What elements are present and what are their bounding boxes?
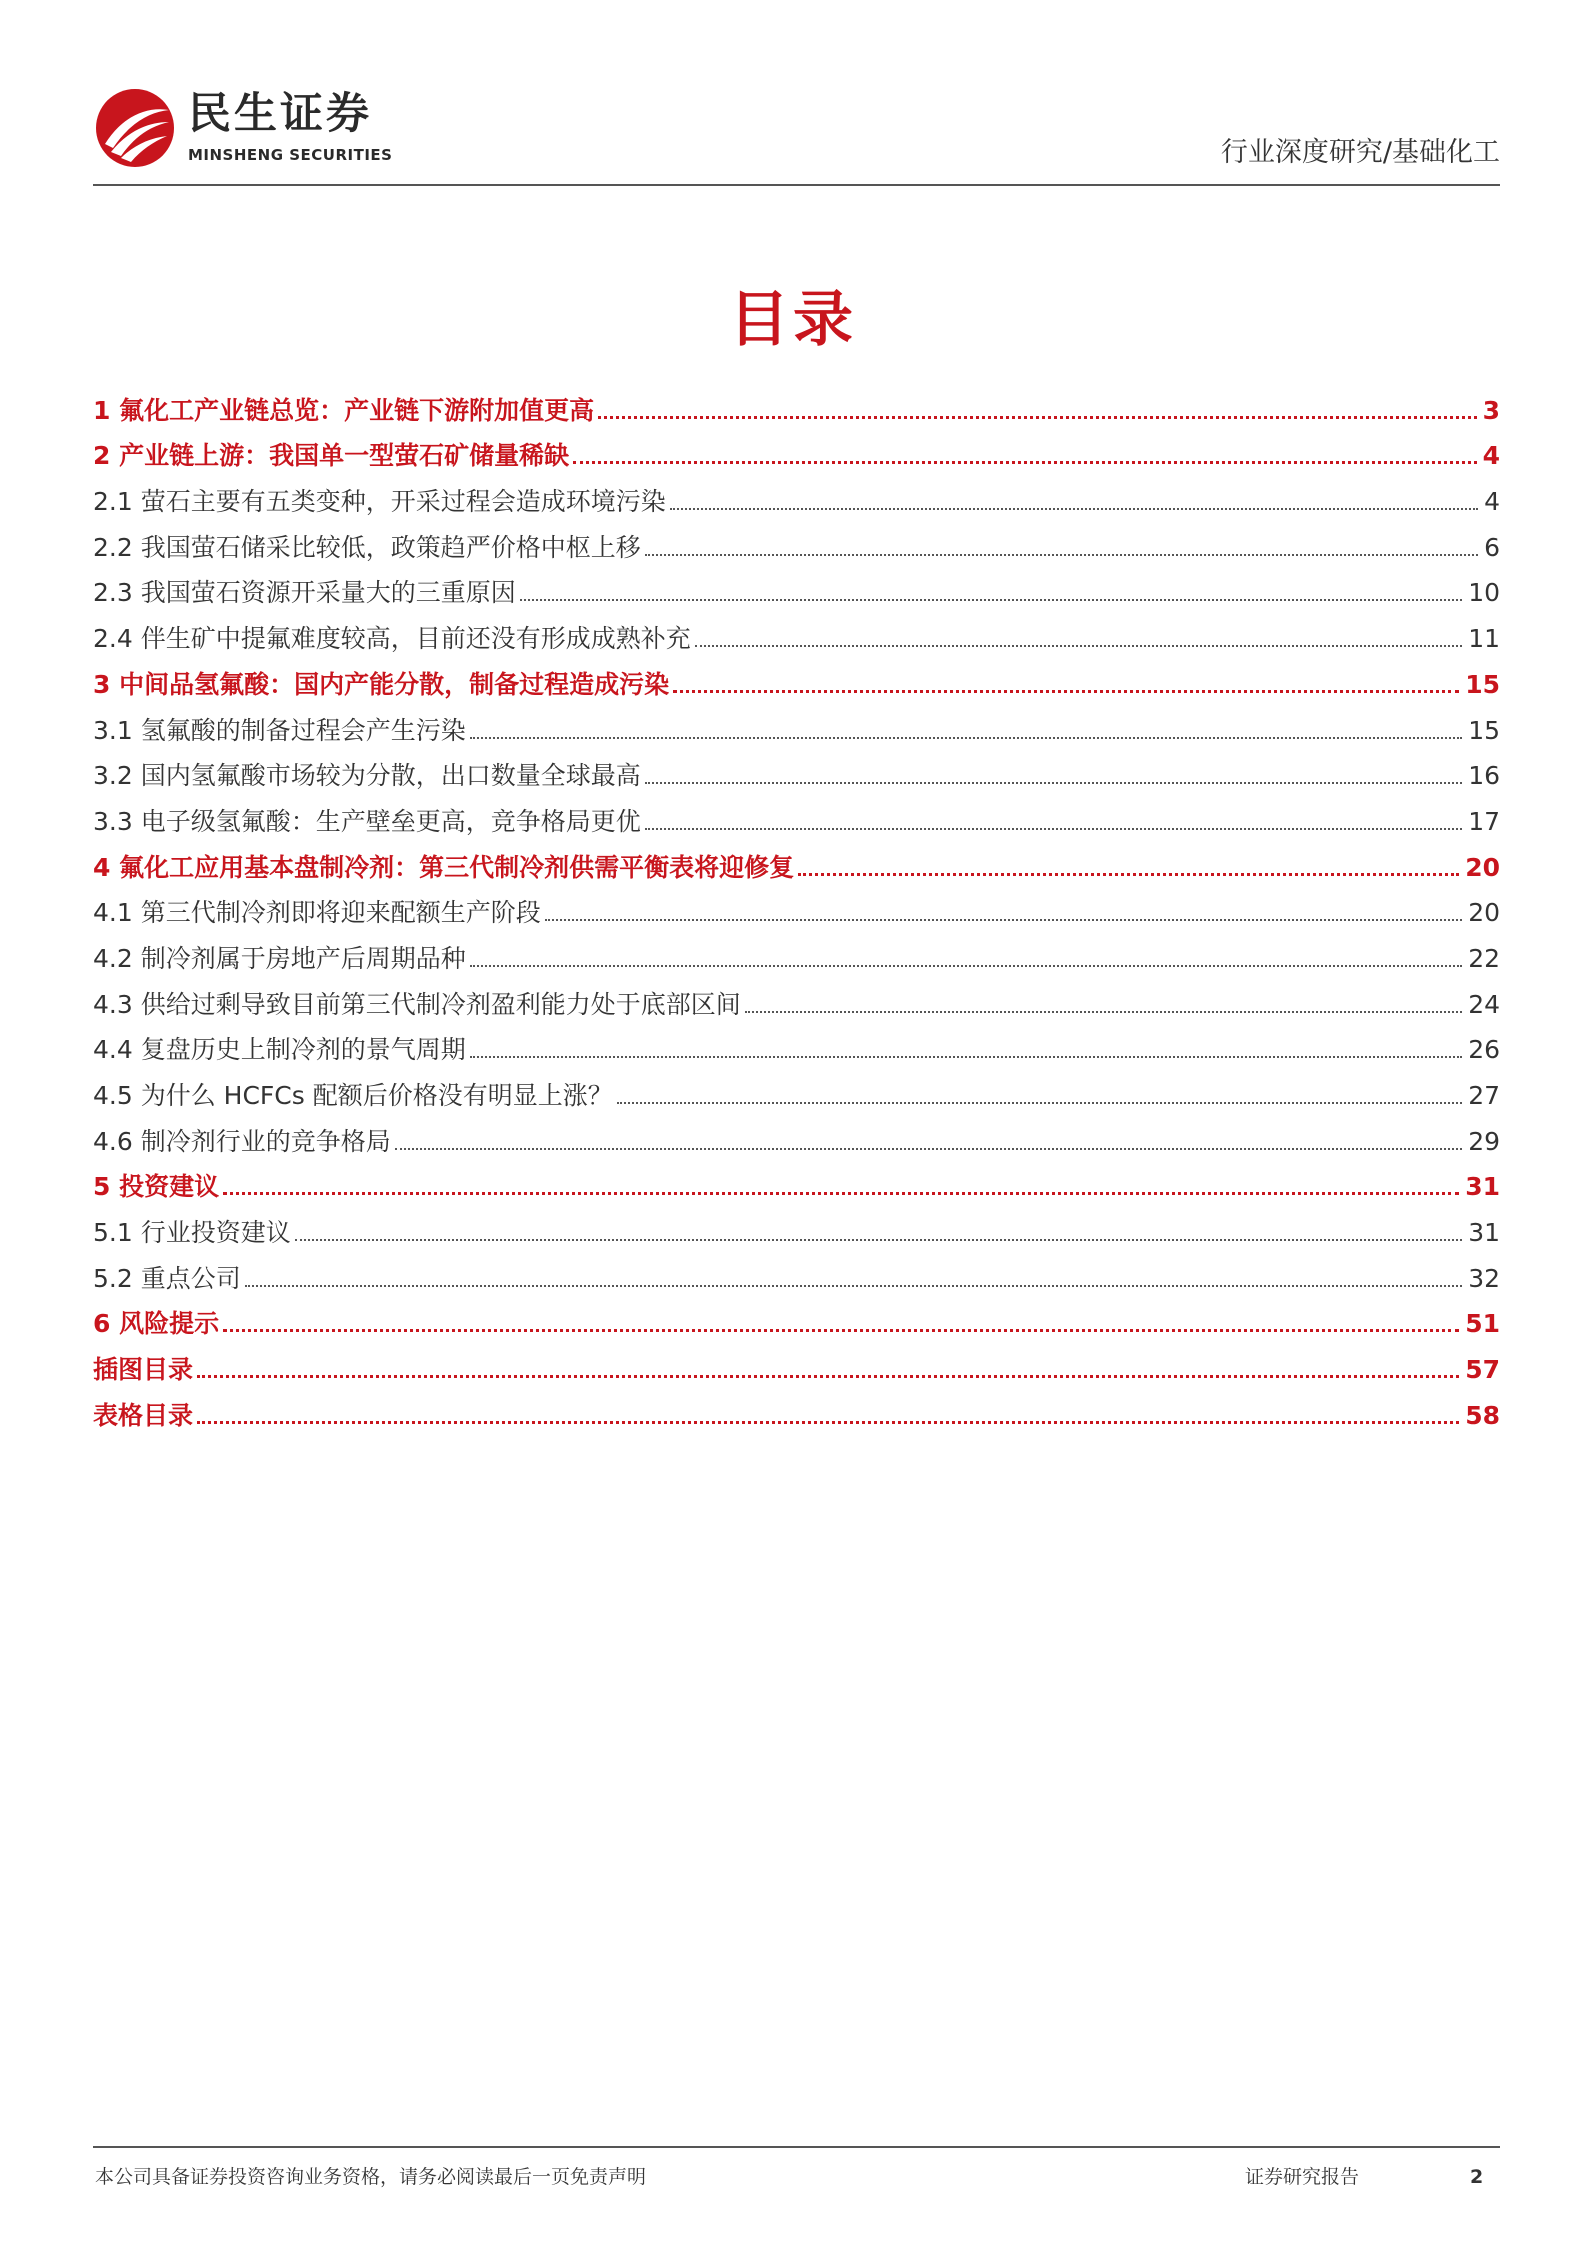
toc-leader-dots (223, 1192, 1459, 1195)
toc-entry[interactable] (93, 976, 1500, 1022)
toc-entry-title: 2.1 萤石主要有五类变种，开采过程会造成环境污染 (93, 487, 666, 517)
toc-entry[interactable] (93, 428, 1500, 474)
toc-entry[interactable] (93, 382, 1500, 428)
toc-entry[interactable] (93, 1387, 1500, 1433)
toc-entry-page: 4 (1484, 487, 1500, 517)
toc-entry[interactable] (93, 930, 1500, 976)
toc-entry-page: 31 (1465, 1172, 1500, 1202)
toc-entry[interactable] (93, 1250, 1500, 1296)
toc-entry-page: 17 (1468, 806, 1500, 836)
toc-entry-title: 表格目录 (93, 1400, 194, 1430)
toc-entry-title: 2 产业链上游：我国单一型萤石矿储量稀缺 (93, 441, 570, 471)
toc-entry[interactable] (93, 702, 1500, 748)
page-number: 2 (1470, 2166, 1484, 2188)
toc-entry-page: 6 (1484, 532, 1500, 562)
toc-entry-title: 2.4 伴生矿中提氟难度较高，目前还没有形成成熟补充 (93, 624, 691, 654)
toc-leader-dots (673, 690, 1459, 693)
toc-entry-title: 2.2 我国萤石储采比较低，政策趋严价格中枢上移 (93, 532, 641, 562)
toc-entry-page: 15 (1468, 715, 1500, 745)
toc-entry-title: 5.2 重点公司 (93, 1263, 241, 1293)
toc-entry[interactable] (93, 519, 1500, 565)
toc-entry-title: 插图目录 (93, 1355, 194, 1385)
toc-entry-title: 3 中间品氢氟酸：国内产能分散，制备过程造成污染 (93, 669, 670, 699)
toc-entry-title: 3.3 电子级氢氟酸：生产壁垒更高，竞争格局更优 (93, 806, 641, 836)
toc-entry-title: 4.1 第三代制冷剂即将迎来配额生产阶段 (93, 898, 541, 928)
toc-leader-dots (197, 1375, 1459, 1378)
minsheng-logo-icon (95, 88, 175, 168)
toc-entry-title: 4.3 供给过剩导致目前第三代制冷剂盈利能力处于底部区间 (93, 989, 741, 1019)
toc-entry-title: 3.1 氢氟酸的制备过程会产生污染 (93, 715, 466, 745)
toc-entry[interactable] (93, 1113, 1500, 1159)
toc-entry-page: 20 (1465, 852, 1500, 882)
toc-entry[interactable] (93, 1341, 1500, 1387)
toc-leader-dots (470, 1056, 1462, 1058)
toc-entry-page: 27 (1468, 1081, 1500, 1110)
toc-leader-dots (573, 461, 1476, 464)
table-of-contents (93, 382, 1500, 1433)
toc-entry[interactable] (93, 1159, 1500, 1205)
toc-entry-page: 26 (1468, 1035, 1500, 1065)
brand-name-cn: 民生证券 (188, 89, 372, 139)
toc-entry-page: 29 (1468, 1126, 1500, 1156)
toc-entry-page: 22 (1468, 943, 1500, 973)
toc-entry[interactable] (93, 1204, 1500, 1250)
toc-leader-dots (798, 873, 1459, 876)
toc-entry-title: 4 氟化工应用基本盘制冷剂：第三代制冷剂供需平衡表将迎修复 (93, 852, 795, 882)
toc-leader-dots (545, 919, 1462, 921)
toc-entry-title: 6 风险提示 (93, 1309, 220, 1339)
toc-entry-page: 58 (1465, 1400, 1500, 1430)
toc-leader-dots (223, 1329, 1459, 1332)
toc-entry-title: 4.6 制冷剂行业的竞争格局 (93, 1126, 391, 1156)
toc-leader-dots (395, 1148, 1462, 1150)
toc-entry-page: 16 (1468, 761, 1500, 791)
toc-entry-title: 4.4 复盘历史上制冷剂的景气周期 (93, 1035, 466, 1065)
toc-leader-dots (745, 1011, 1462, 1013)
footer-divider (93, 2146, 1500, 2148)
header-divider (93, 184, 1500, 186)
toc-entry[interactable] (93, 610, 1500, 656)
toc-entry-page: 11 (1468, 624, 1500, 654)
toc-entry-title: 4.2 制冷剂属于房地产后周期品种 (93, 943, 466, 973)
brand-name-en: MINSHENG SECURITIES (188, 146, 393, 164)
toc-leader-dots (645, 828, 1462, 830)
toc-entry-page: 31 (1468, 1218, 1500, 1248)
toc-leader-dots (645, 554, 1478, 556)
toc-entry[interactable] (93, 565, 1500, 611)
toc-leader-dots (245, 1285, 1462, 1287)
toc-entry[interactable] (93, 885, 1500, 931)
toc-leader-dots (197, 1421, 1459, 1424)
toc-entry[interactable] (93, 1296, 1500, 1342)
toc-leader-dots (295, 1239, 1462, 1241)
toc-entry-page: 3 (1482, 395, 1500, 425)
toc-entry-page: 10 (1468, 578, 1500, 608)
toc-leader-dots (520, 599, 1462, 601)
toc-entry-page: 32 (1468, 1263, 1500, 1293)
report-category: 行业深度研究/基础化工 (1220, 137, 1500, 168)
page-header (0, 0, 1586, 190)
toc-entry-page: 20 (1468, 898, 1500, 928)
footer-disclaimer: 本公司具备证券投资咨询业务资格，请务必阅读最后一页免责声明 (95, 2166, 647, 2188)
toc-entry[interactable] (93, 793, 1500, 839)
toc-entry[interactable] (93, 656, 1500, 702)
toc-entry-title: 2.3 我国萤石资源开采量大的三重原因 (93, 578, 516, 608)
toc-entry-page: 4 (1482, 441, 1500, 471)
toc-leader-dots (670, 508, 1478, 510)
toc-leader-dots (470, 737, 1462, 739)
toc-leader-dots (598, 416, 1476, 419)
toc-entry-page: 57 (1465, 1355, 1500, 1385)
toc-entry-page: 51 (1465, 1309, 1500, 1339)
toc-leader-dots (470, 965, 1462, 967)
toc-entry[interactable] (93, 1022, 1500, 1068)
toc-title: 目录 (729, 285, 857, 355)
toc-entry-title: 3.2 国内氢氟酸市场较为分散，出口数量全球最高 (93, 761, 641, 791)
toc-entry-title: 4.5 为什么 HCFCs 配额后价格没有明显上涨？ (93, 1081, 613, 1110)
toc-entry[interactable] (93, 839, 1500, 885)
footer-report-type: 证券研究报告 (1245, 2166, 1360, 2188)
toc-entry[interactable] (93, 1067, 1500, 1113)
toc-leader-dots (645, 782, 1462, 784)
toc-entry-title: 5.1 行业投资建议 (93, 1218, 291, 1248)
toc-leader-dots (695, 645, 1462, 647)
toc-entry-page: 15 (1465, 669, 1500, 699)
toc-entry[interactable] (93, 473, 1500, 519)
toc-entry-page: 24 (1468, 989, 1500, 1019)
toc-entry[interactable] (93, 748, 1500, 794)
toc-entry-title: 1 氟化工产业链总览：产业链下游附加值更高 (93, 395, 595, 425)
toc-entry-title: 5 投资建议 (93, 1172, 220, 1202)
toc-leader-dots (617, 1102, 1462, 1104)
